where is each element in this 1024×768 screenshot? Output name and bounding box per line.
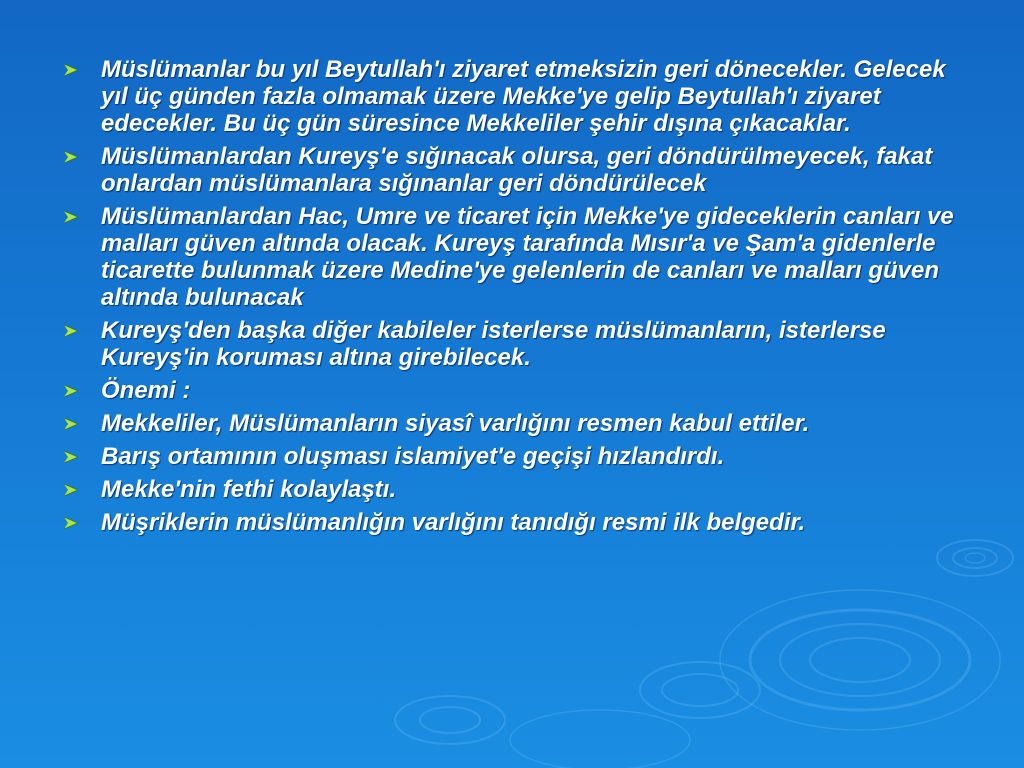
arrowhead-bullet-icon: [64, 151, 78, 163]
bullet-text: Müslümanlardan Hac, Umre ve ticaret için Mekke'ye gideceklerin canları ve malları güven altında olacak. Kureyş tarafında Mısır'a ve Şam'a gidenlerle ticarette bulunmak üzere Medine'ye gelenlerin de canları ve malları güven altında bulunacak: [101, 203, 954, 311]
bullet-item: [60, 317, 970, 371]
bullet-text: Mekkeliler, Müslümanların siyasî varlığını resmen kabul ettiler.: [101, 410, 810, 437]
bullet-item: [60, 476, 970, 503]
arrowhead-bullet-icon: [64, 211, 78, 223]
bullet-text: Mekke'nin fethi kolaylaştı.: [101, 476, 397, 503]
bullet-text: Müşriklerin müslümanlığın varlığını tanıdığı resmi ilk belgedir.: [101, 509, 806, 536]
bullet-item: [60, 203, 970, 311]
bullet-text: Müslümanlar bu yıl Beytullah'ı ziyaret etmeksizin geri dönecekler. Gelecek yıl üç günden fazla olmamak üzere Mekke'ye gelip Beytullah'ı ziyaret edecekler. Bu üç gün süresince Mekkeliler şehir dışına çıkacaklar.: [101, 56, 946, 137]
arrowhead-bullet-icon: [64, 484, 78, 496]
bullet-item: [60, 410, 970, 437]
arrowhead-bullet-icon: [64, 451, 78, 463]
bullet-item: [60, 443, 970, 470]
arrowhead-bullet-icon: [64, 517, 78, 529]
bullet-text: Önemi :: [101, 377, 191, 404]
bullet-item: [60, 56, 970, 137]
bullet-text: Müslümanlardan Kureyş'e sığınacak olursa, geri döndürülmeyecek, fakat onlardan müslümanlara sığınanlar geri döndürülecek: [101, 143, 933, 197]
bullet-text: Barış ortamının oluşması islamiyet'e geçişi hızlandırdı.: [101, 443, 725, 470]
arrowhead-bullet-icon: [64, 385, 78, 397]
arrowhead-bullet-icon: [64, 418, 78, 430]
bullet-item: [60, 143, 970, 197]
bullet-item: [60, 377, 970, 404]
arrowhead-bullet-icon: [64, 325, 78, 337]
arrowhead-bullet-icon: [64, 64, 78, 76]
bullet-item: [60, 509, 970, 536]
bullet-list: [60, 56, 970, 542]
bullet-text: Kureyş'den başka diğer kabileler isterlerse müslümanların, isterlerse Kureyş'in koruması altına girebilecek.: [101, 317, 886, 371]
